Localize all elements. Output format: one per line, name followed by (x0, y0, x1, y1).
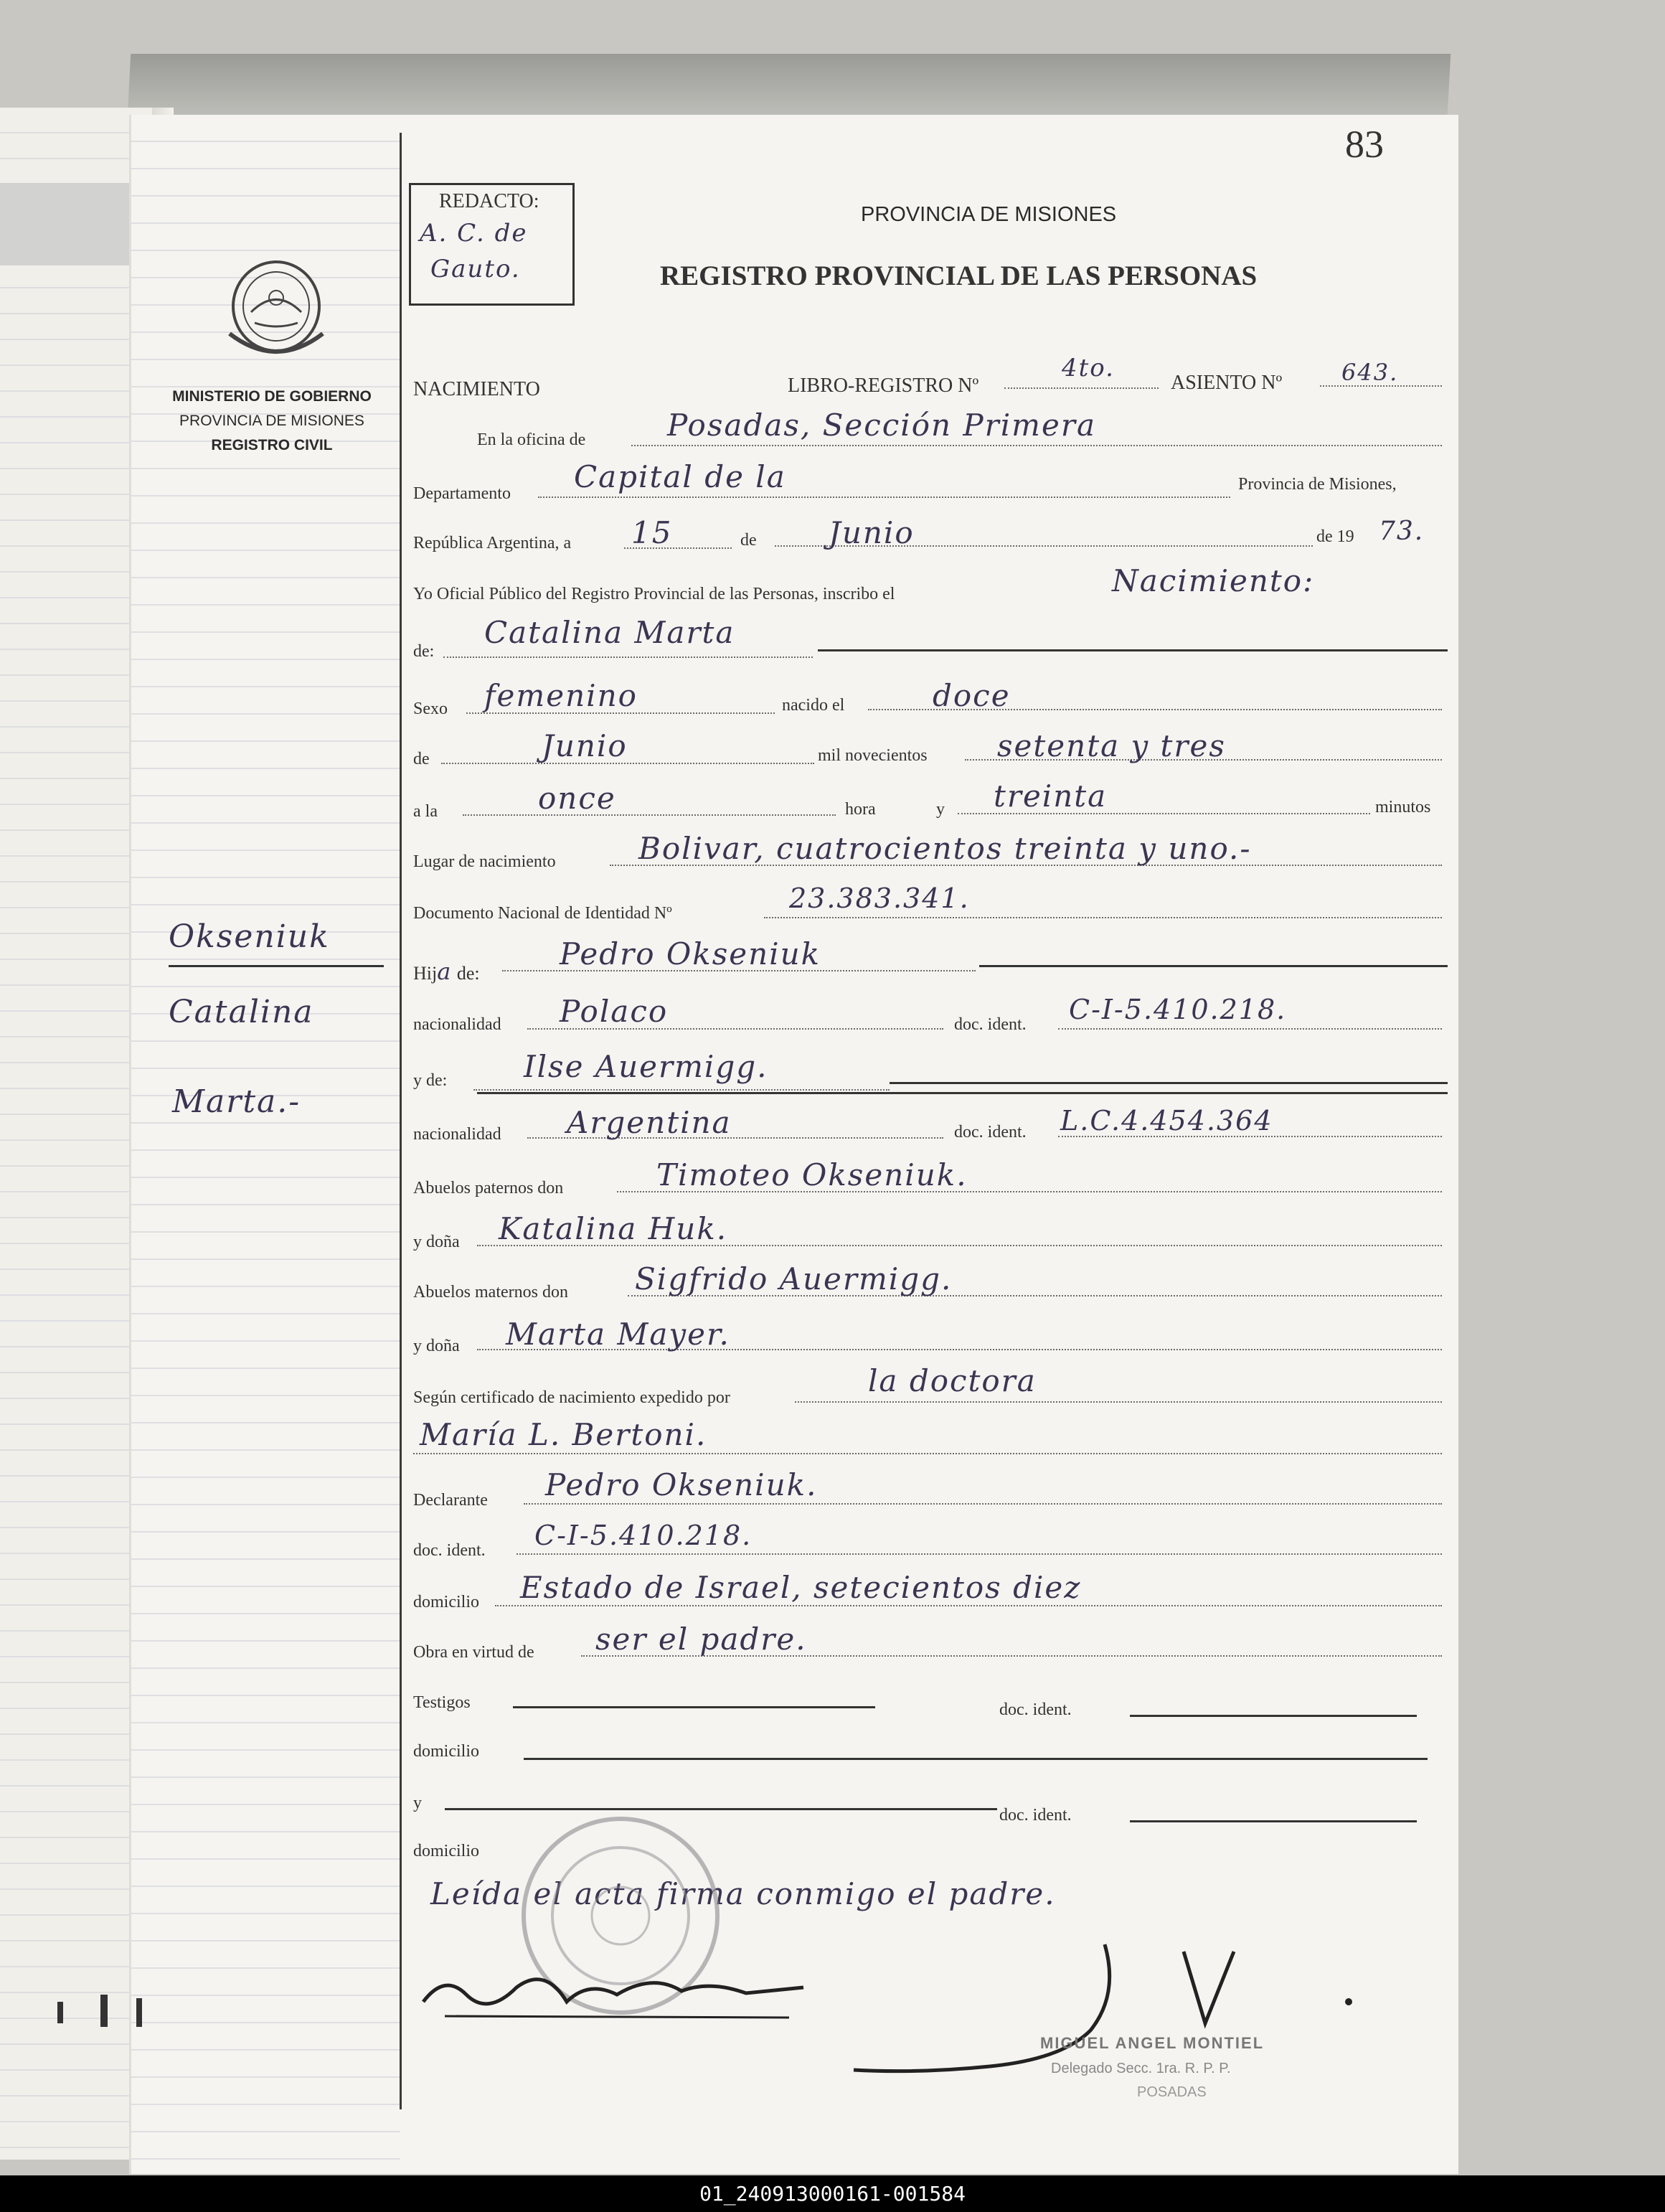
domicilio-value: Estado de Israel, setecientos diez (520, 1570, 1082, 1605)
asiento-value: 643. (1341, 359, 1399, 386)
official-signature-icon (846, 1937, 1392, 2081)
ministry-line-3: REGISTRO CIVIL (211, 437, 333, 453)
y2-doc-label: doc. ident. (999, 1806, 1072, 1825)
official-name: MIGUEL ANGEL MONTIEL (1040, 2034, 1265, 2052)
margin-rule (400, 133, 402, 2109)
domicilio2-label: domicilio (413, 1742, 479, 1761)
coat-of-arms-icon (212, 255, 341, 362)
sexo-label: Sexo (413, 700, 448, 718)
margin-surname: Okseniuk (169, 918, 330, 955)
de-nombre-value: Catalina Marta (484, 615, 735, 650)
lugar-value: Bolivar, cuatrocientos treinta y uno.- (638, 831, 1252, 866)
testigos-label: Testigos (413, 1693, 471, 1712)
ydona2-value: Marta Mayer. (506, 1317, 730, 1352)
official-title: Delegado Secc. 1ra. R. P. P. (1051, 2061, 1231, 2076)
domicilio3-label: domicilio (413, 1842, 479, 1860)
mes-value: Junio (829, 515, 915, 550)
ydona2-label: y doña (413, 1337, 460, 1355)
doc2-label: doc. ident. (954, 1123, 1027, 1142)
oficial-value: Nacimiento: (1112, 563, 1315, 598)
nacido-value: doce (933, 678, 1011, 713)
image-id-footer: 01_240913000161-001584 (0, 2175, 1665, 2212)
padre-value: Pedro Okseniuk (560, 936, 821, 971)
doc1-label: doc. ident. (954, 1015, 1027, 1034)
mil-value: setenta y tres (997, 728, 1226, 763)
provincia-suffix: Provincia de Misiones, (1238, 475, 1397, 494)
anio-value: 73. (1379, 517, 1425, 546)
de-label: de (740, 531, 757, 550)
segun-value-2: María L. Bertoni. (420, 1417, 707, 1452)
abpat-label: Abuelos paternos don (413, 1179, 564, 1197)
docid-value: C-I-5.410.218. (534, 1520, 753, 1551)
abmat-label: Abuelos maternos don (413, 1283, 568, 1302)
ministry-line-1: MINISTERIO DE GOBIERNO (172, 388, 372, 405)
doc2-value: L.C.4.454.364 (1060, 1105, 1273, 1136)
declarante-value: Pedro Okseniuk. (545, 1467, 818, 1502)
abpat-value: Timoteo Okseniuk. (656, 1157, 968, 1192)
father-signature-icon (416, 1952, 818, 2030)
oficina-label: En la oficina de (477, 430, 586, 449)
book-cover-edge (128, 54, 1451, 115)
oficina-value: Posadas, Sección Primera (667, 408, 1096, 443)
testigos-doc-label: doc. ident. (999, 1700, 1072, 1719)
official-place: POSADAS (1137, 2084, 1207, 2100)
lugar-label: Lugar de nacimiento (413, 852, 556, 871)
docid-label: doc. ident. (413, 1541, 486, 1560)
redacto-value-1: A. C. de (420, 219, 528, 248)
leida-value: Leída el acta firma conmigo el padre. (430, 1876, 1056, 1911)
dia-value: 15 (631, 515, 673, 550)
asiento-label: ASIENTO Nº (1171, 372, 1283, 394)
oficial-text: Yo Oficial Público del Registro Provincial de las Personas, inscribo el (413, 585, 895, 603)
type-label: NACIMIENTO (413, 378, 540, 400)
obra-value: ser el padre. (595, 1622, 807, 1657)
sexo-value: femenino (484, 678, 638, 713)
redacto-value-2: Gauto. (430, 255, 521, 283)
nac1-label: nacionalidad (413, 1015, 501, 1034)
header-registry: REGISTRO PROVINCIAL DE LAS PERSONAS (660, 260, 1258, 291)
yde-label: y de: (413, 1071, 448, 1090)
margin-name-1: Catalina (169, 994, 314, 1030)
departamento-label: Departamento (413, 484, 511, 503)
ydona1-value: Katalina Huk. (499, 1211, 728, 1246)
ala-label: a la (413, 802, 438, 821)
dni-label: Documento Nacional de Identidad Nº (413, 904, 672, 923)
doc1-value: C-I-5.410.218. (1069, 994, 1287, 1025)
anio-label: de 19 (1316, 527, 1354, 546)
libro-label: LIBRO-REGISTRO Nº (788, 375, 979, 397)
mes2-value: Junio (542, 728, 628, 763)
mil-label: mil novecientos (818, 746, 928, 765)
margin-name-2: Marta.- (172, 1083, 301, 1120)
madre-value: Ilse Auermigg. (524, 1049, 768, 1084)
ydona1-label: y doña (413, 1233, 460, 1251)
domicilio-label: domicilio (413, 1593, 479, 1611)
redacto-label: REDACTO: (439, 190, 539, 212)
minutos-label: minutos (1375, 798, 1431, 816)
hora-label: hora (845, 800, 876, 819)
libro-value: 4to. (1062, 354, 1115, 382)
segun-value: la doctora (868, 1363, 1037, 1398)
nac2-value: Argentina (567, 1105, 732, 1140)
header-province: PROVINCIA DE MISIONES (861, 203, 1117, 226)
abmat-value: Sigfrido Auermigg. (635, 1261, 953, 1296)
left-page-shade (0, 183, 129, 265)
nac1-value: Polaco (560, 994, 669, 1029)
minutos-value: treinta (994, 778, 1108, 814)
declarante-label: Declarante (413, 1491, 488, 1510)
obra-label: Obra en virtud de (413, 1643, 534, 1662)
page-number: 83 (1345, 123, 1384, 166)
y-label: y (936, 800, 945, 819)
hora-value: once (538, 781, 616, 816)
segun-label: Según certificado de nacimiento expedido por (413, 1388, 730, 1407)
departamento-value: Capital de la (574, 459, 786, 494)
y2-label: y (413, 1794, 422, 1812)
de-nombre-label: de: (413, 642, 435, 661)
hija-label: Hija de: (413, 958, 480, 985)
nacido-label: nacido el (782, 696, 845, 715)
nac2-label: nacionalidad (413, 1125, 501, 1144)
dni-value: 23.383.341. (789, 883, 970, 914)
republica-label: República Argentina, a (413, 534, 572, 552)
de2-label: de (413, 750, 430, 768)
ink-marks (43, 1980, 151, 2052)
ministry-line-2: PROVINCIA DE MISIONES (179, 413, 364, 429)
